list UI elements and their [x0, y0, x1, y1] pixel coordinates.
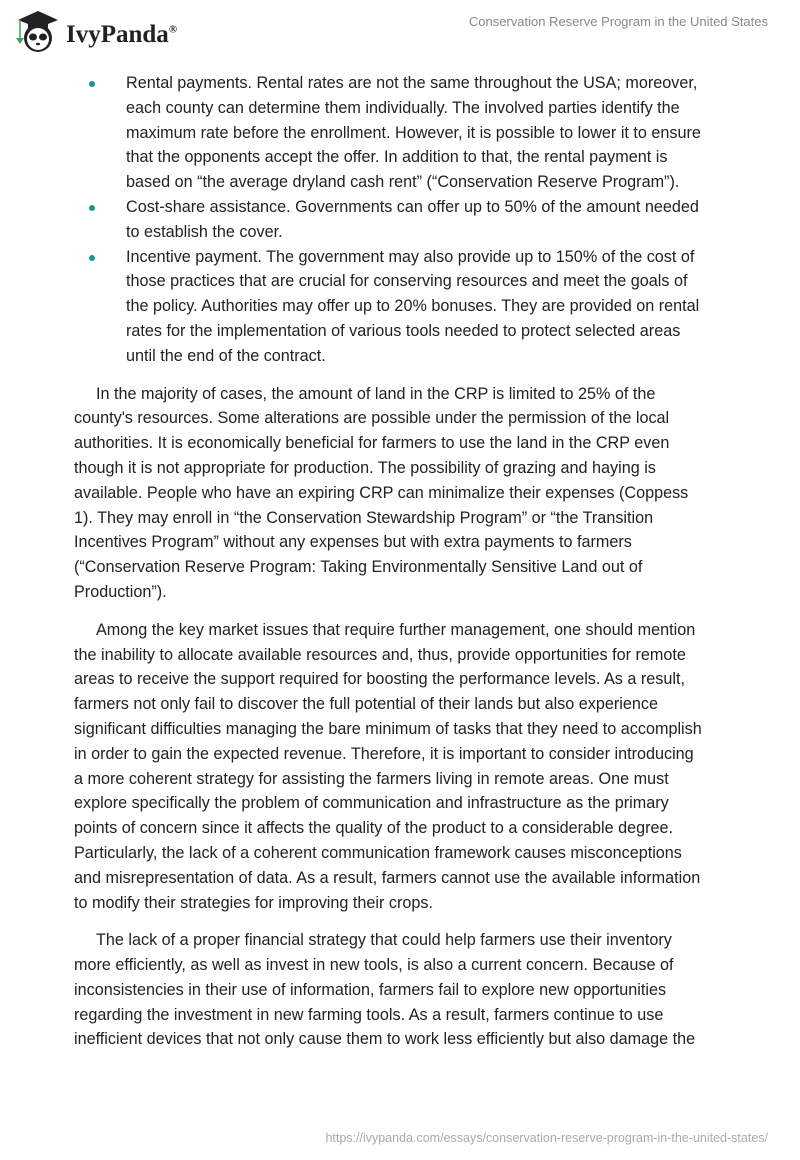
text-line: a more coherent strategy for assisting the farmers living in remote areas. One must: [74, 769, 669, 788]
text-line: available. People who have an expiring CRP can minimalize their expenses (Coppess: [74, 483, 689, 502]
text-line: points of concern since it affects the quality of the product to a considerable degree.: [74, 819, 674, 838]
ivypanda-logo[interactable]: [14, 8, 177, 54]
text-line: authorities. It is economically beneficial for farmers to use the land in the CRP even: [74, 434, 670, 453]
text-line: maximum rate before the enrollment. However, it is possible to lower it to ensure: [126, 123, 701, 142]
paragraph: [74, 928, 734, 1052]
text-line: those practices that are crucial for conserving resources and meet the goals of: [126, 272, 688, 291]
text-line: rates for the implementation of various tools needed to protect selected areas: [126, 321, 681, 340]
text-line: areas to receive the support required for boosting the performance levels. As a result,: [74, 670, 685, 689]
registered-mark: ®: [168, 23, 178, 36]
text-line: the inability to allocate available resources and, thus, provide opportunities for remote: [74, 645, 686, 664]
text-line: based on “the average dryland cash rent” (“Conservation Reserve Program”).: [126, 173, 680, 192]
paragraph: [74, 618, 734, 916]
text-line: each county can determine them individually. The involved parties identify the: [126, 98, 680, 117]
text-line: Incentives Program” without any expenses but with extra payments to farmers: [74, 533, 632, 552]
text-line: in order to gain the expected revenue. Therefore, it is important to consider introducing: [74, 744, 694, 763]
text-line: Cost-share assistance. Governments can offer up to 50% of the amount needed: [126, 197, 699, 216]
text-line: to establish the cover.: [126, 222, 283, 241]
text-line: Production”).: [74, 582, 167, 601]
text-line: more efficiently, as well as invest in new tools, is also a current concern. Because of: [74, 956, 674, 975]
text-line: and misrepresentation of data. As a result, farmers cannot use the available information: [74, 868, 701, 887]
text-line: Rental payments. Rental rates are not the same throughout the USA; moreover,: [126, 74, 698, 92]
text-line: inefficient devices that not only cause them to work less efficiently but also damage the: [74, 1030, 696, 1049]
bullet-list: [74, 71, 734, 369]
text-line: explore specifically the problem of communication and infrastructure as the primary: [74, 794, 669, 813]
bullet-item: [74, 195, 734, 245]
bullet-item: [74, 71, 734, 195]
text-line: The lack of a proper financial strategy that could help farmers use their inventory: [96, 931, 672, 950]
text-line: county's resources. Some alterations are possible under the permission of the local: [74, 409, 670, 428]
source-url-link[interactable]: https://ivypanda.com/essays/conservation-reserve-program-in-the-united-states/: [325, 1131, 768, 1145]
panda-graduate-icon: [14, 8, 60, 54]
bullet-dot-icon: [89, 81, 95, 87]
text-line: 1). They may enroll in “the Conservation Stewardship Program” or “the Transition: [74, 508, 654, 527]
text-line: inconsistencies in their use of information, farmers fail to explore new opportunities: [74, 980, 667, 999]
brand-name: IvyPanda: [66, 21, 169, 48]
essay-body: [74, 71, 734, 1052]
text-line: to modify their strategies for improving their crops.: [74, 893, 433, 912]
text-line: Incentive payment. The government may also provide up to 150% of the cost of: [126, 247, 695, 266]
bullet-item: [74, 245, 734, 369]
bullet-dot-icon: [89, 205, 95, 211]
text-line: regarding the investment in new farming tools. As a result, farmers continue to use: [74, 1005, 664, 1024]
paragraph: [74, 382, 734, 605]
text-line: Among the key market issues that require further management, one should mention: [96, 620, 696, 639]
text-line: (“Conservation Reserve Program: Taking Environmentally Sensitive Land out of: [74, 558, 643, 577]
text-line: significant difficulties managing the bare minimum of tasks that they need to accomplish: [74, 719, 702, 738]
paragraphs: [74, 382, 734, 1053]
text-line: In the majority of cases, the amount of land in the CRP is limited to 25% of the: [96, 384, 656, 403]
document-title: Conservation Reserve Program in the United States: [468, 14, 768, 29]
text-line: Particularly, the lack of a coherent communication framework causes misconceptions: [74, 843, 682, 862]
text-line: though it is not appropriate for production. The possibility of grazing and haying is: [74, 458, 656, 477]
text-line: that the opponents accept the offer. In addition to that, the rental payment is: [126, 148, 668, 167]
text-line: the policy. Authorities may offer up to 20% bonuses. They are provided on rental: [126, 297, 700, 316]
bullet-dot-icon: [89, 255, 95, 261]
text-line: farmers not only fail to discover the full potential of their lands but also experience: [74, 695, 658, 714]
text-line: until the end of the contract.: [126, 346, 326, 365]
